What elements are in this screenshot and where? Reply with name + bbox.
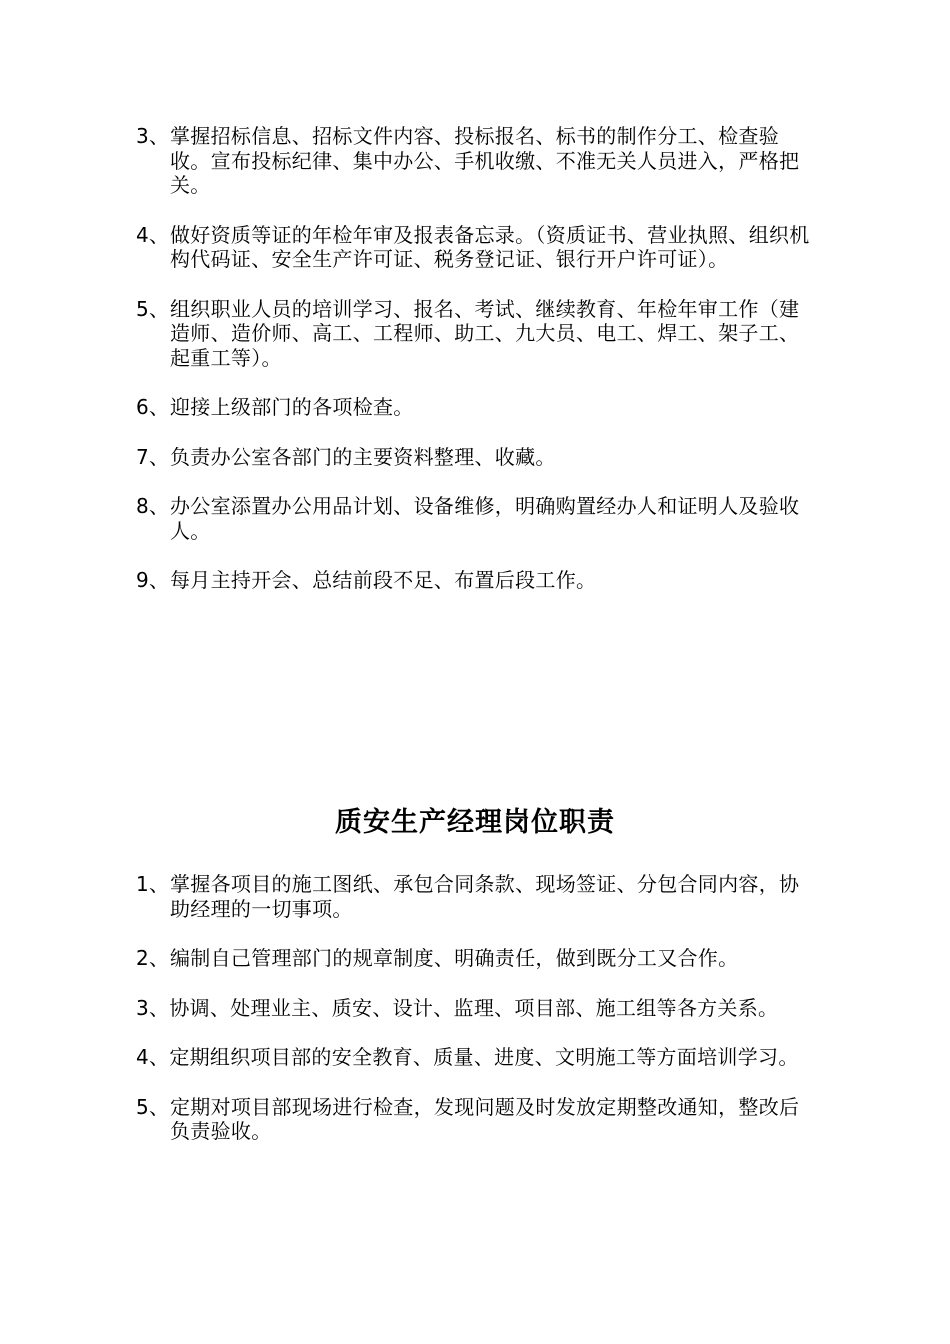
list-item bbox=[136, 124, 816, 198]
item-text: 协调、处理业主、质安、设计、监理、项目部、施工组等各方关系。 bbox=[169, 995, 779, 1020]
item-text: 组织职业人员的培训学习、报名、考试、继续教育、年检年审工作（建造师、造价师、高工、工程师、助工、九大员、电工、焊工、架子工、起重工等）。 bbox=[170, 296, 800, 370]
item-text: 迎接上级部门的各项检查。 bbox=[170, 395, 414, 419]
list-item bbox=[136, 996, 816, 1021]
item-text: 定期组织项目部的安全教育、质量、进度、文明施工等方面培训学习。 bbox=[169, 1045, 799, 1069]
item-text: 每月主持开会、总结前段不足、布置后段工作。 bbox=[170, 568, 597, 592]
item-number: 3、 bbox=[136, 124, 170, 148]
list-item bbox=[136, 395, 816, 420]
item-number: 2、 bbox=[136, 946, 170, 970]
item-text: 办公室添置办公用品计划、设备维修，明确购置经办人和证明人及验收人。 bbox=[170, 494, 800, 543]
item-number: 9、 bbox=[136, 568, 170, 592]
item-number: 5、 bbox=[136, 1094, 170, 1119]
section-title: 质安生产经理岗位职责 bbox=[335, 807, 615, 838]
list-item bbox=[136, 297, 816, 371]
list-item bbox=[136, 1045, 816, 1070]
list-item bbox=[136, 568, 816, 593]
list-item bbox=[136, 494, 816, 543]
list-item bbox=[136, 1095, 816, 1144]
item-number: 7、 bbox=[136, 444, 170, 469]
duties-list-bottom bbox=[136, 872, 816, 1169]
item-text: 定期对项目部现场进行检查，发现问题及时发放定期整改通知，整改后负责验收。 bbox=[170, 1094, 800, 1143]
list-item bbox=[136, 872, 816, 921]
list-item bbox=[136, 946, 816, 971]
list-item bbox=[136, 445, 816, 470]
item-number: 3、 bbox=[136, 995, 170, 1020]
item-number: 4、 bbox=[136, 222, 170, 247]
item-number: 6、 bbox=[136, 395, 170, 419]
item-text: 掌握招标信息、招标文件内容、投标报名、标书的制作分工、检查验收。宣布投标纪律、集中办公、手机收缴、不准无关人员进入，严格把关。 bbox=[170, 124, 800, 197]
item-number: 4、 bbox=[136, 1045, 170, 1069]
item-number: 1、 bbox=[136, 872, 170, 896]
list-item bbox=[136, 223, 816, 272]
item-text: 做好资质等证的年检年审及报表备忘录。（资质证书、营业执照、组织机构代码证、安全生产许可证、税务登记证、银行开户许可证）。 bbox=[170, 222, 810, 271]
item-text: 编制自己管理部门的规章制度、明确责任，做到既分工又合作。 bbox=[170, 946, 739, 970]
duties-list-top bbox=[136, 124, 816, 618]
item-text: 掌握各项目的施工图纸、承包合同条款、现场签证、分包合同内容，协助经理的一切事项。 bbox=[170, 872, 800, 921]
item-text: 负责办公室各部门的主要资料整理、收藏。 bbox=[170, 444, 556, 469]
item-number: 8、 bbox=[136, 494, 170, 518]
item-number: 5、 bbox=[136, 296, 170, 321]
